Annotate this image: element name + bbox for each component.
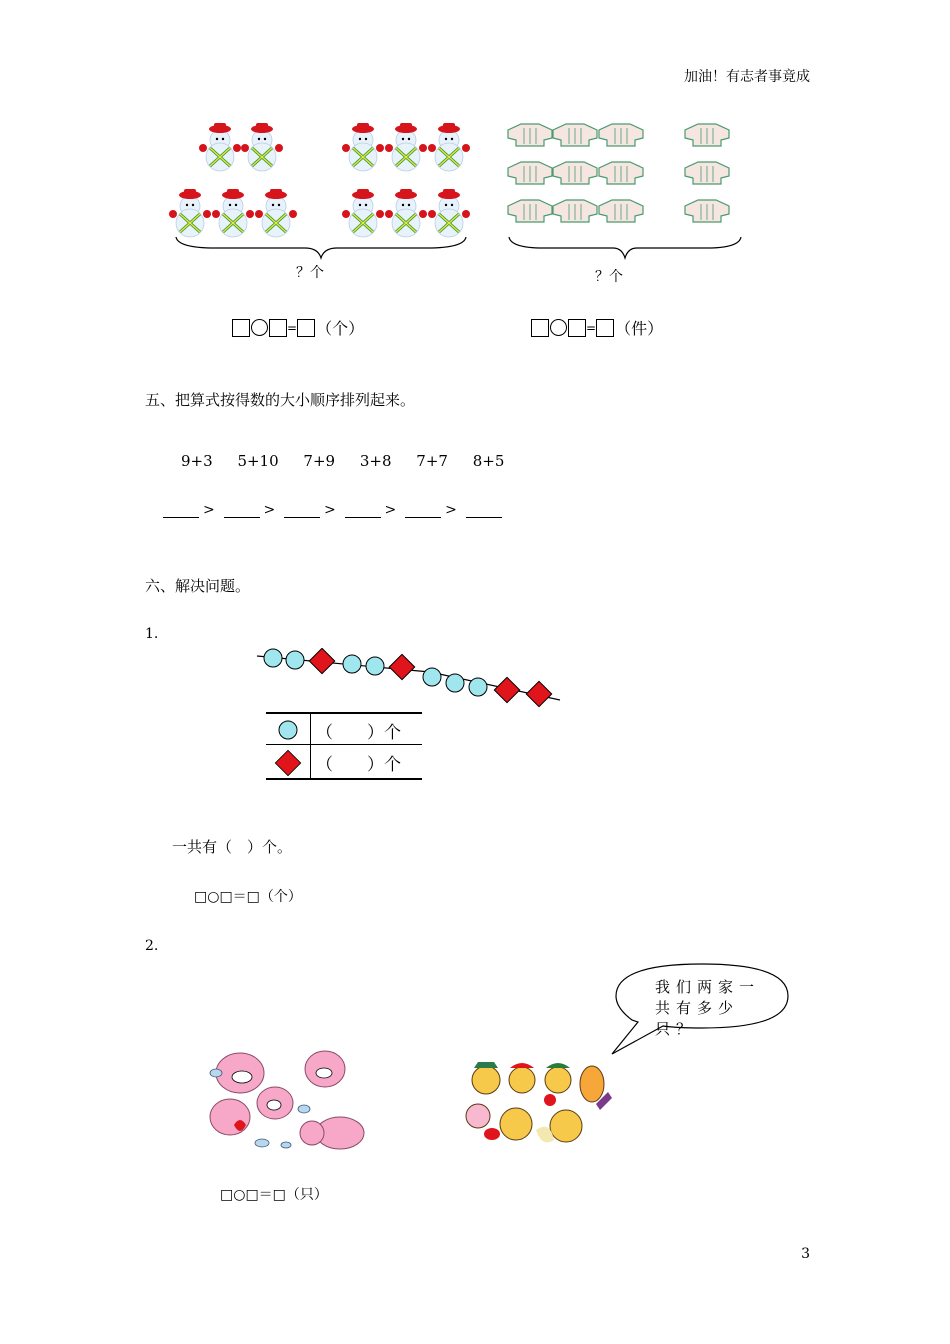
- answer-box[interactable]: [568, 319, 586, 337]
- question2-number: 2.: [145, 938, 159, 954]
- section6-title: 六、解决问题。: [145, 577, 251, 595]
- answer-box[interactable]: [531, 319, 549, 337]
- expression: 9+3: [181, 452, 213, 470]
- answer-box[interactable]: [232, 319, 250, 337]
- speech-bubble-text: 我们两家一共有多少只？: [655, 978, 761, 1038]
- snowmen-brace: [175, 236, 467, 260]
- bead-diamond-icon: [274, 749, 302, 777]
- question1-number: 1.: [145, 626, 159, 642]
- question2-equation: □○□＝□（只）: [220, 1187, 328, 1203]
- expression: 8+5: [472, 452, 505, 470]
- snowmen-illustration: [160, 118, 480, 238]
- answer-box[interactable]: [269, 319, 287, 337]
- diamond-count-cell[interactable]: （ ）个: [316, 755, 401, 775]
- snowmen-equation: [232, 316, 364, 339]
- expression: 3+8: [359, 452, 392, 470]
- page-number: 3: [801, 1246, 810, 1262]
- section5-title: 五、把算式按得数的大小顺序排列起来。: [145, 391, 416, 409]
- answer-blank[interactable]: [163, 505, 199, 518]
- ordering-blanks: > > > > >: [163, 500, 502, 518]
- unit-label: （件）: [615, 319, 664, 338]
- total-count-line: 一共有（ ）个。: [172, 838, 293, 856]
- expression-list: [181, 452, 524, 470]
- question1-equation: □○□＝□（个）: [194, 889, 302, 905]
- operator-circle[interactable]: [251, 319, 268, 336]
- expression: 7+9: [303, 452, 336, 470]
- sweaters-equation: [531, 316, 663, 339]
- equals-sign: =: [287, 320, 298, 335]
- header-motto: 加油！有志者事竟成: [684, 69, 810, 85]
- sweaters-question-label: ？个: [595, 269, 623, 285]
- unit-label: （个）: [316, 319, 365, 338]
- sheep-group-illustration: [200, 1045, 370, 1155]
- answer-box[interactable]: [596, 319, 614, 337]
- answer-blank[interactable]: [405, 505, 441, 518]
- answer-box[interactable]: [297, 319, 315, 337]
- answer-blank[interactable]: [345, 505, 381, 518]
- cat-family-illustration: [458, 1058, 618, 1154]
- answer-blank[interactable]: [284, 505, 320, 518]
- snowmen-question-label: ？个: [296, 265, 324, 281]
- count-table: [266, 712, 422, 780]
- circle-count-cell[interactable]: （ ）个: [316, 723, 401, 743]
- expression: 7+7: [416, 452, 448, 470]
- sweaters-illustration: [505, 118, 740, 228]
- bead-string: [255, 648, 565, 710]
- bead-circle-icon: [276, 718, 300, 742]
- operator-circle[interactable]: [550, 319, 567, 336]
- sweaters-brace: [508, 236, 742, 260]
- answer-blank[interactable]: [224, 505, 260, 518]
- equals-sign: =: [586, 320, 597, 335]
- expression: 5+10: [237, 452, 279, 470]
- answer-blank[interactable]: [466, 505, 502, 518]
